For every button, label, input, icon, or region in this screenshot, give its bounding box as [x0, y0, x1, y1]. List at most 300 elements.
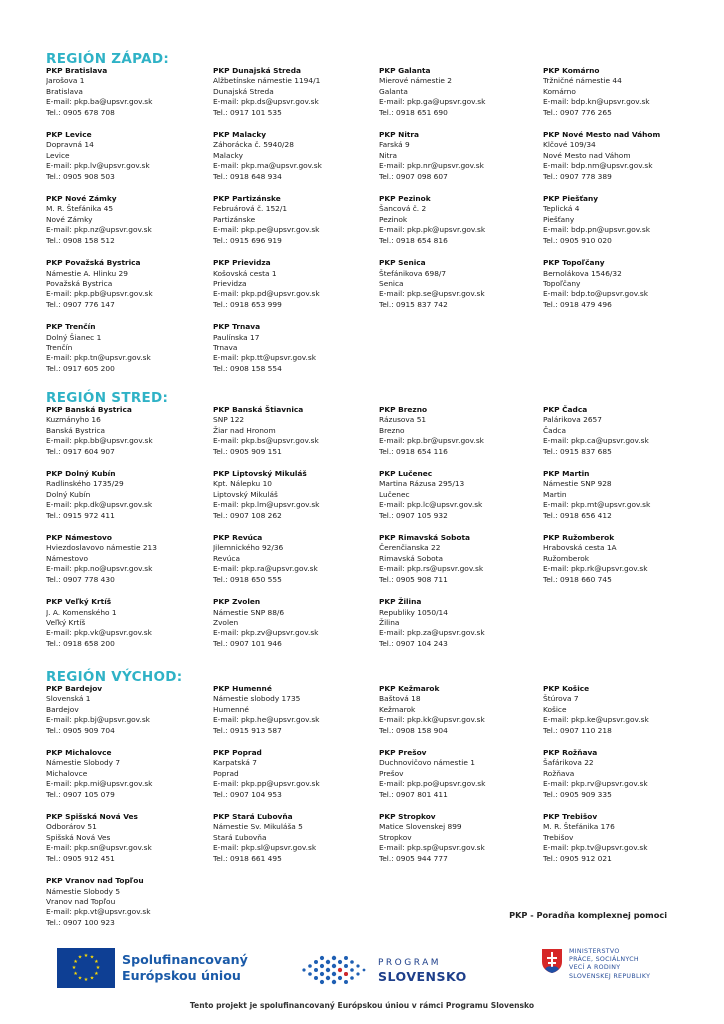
- office-phone: Tel.: 0907 108 262: [213, 510, 282, 520]
- office-email[interactable]: E-mail: pkp.nz@upsvr.gov.sk: [46, 225, 152, 235]
- office-street: Hviezdoslavovo námestie 213: [46, 543, 157, 553]
- office-phone: Tel.: 0905 912 021: [543, 853, 612, 863]
- ministry-text: [569, 948, 650, 981]
- office-city: Piešťany: [543, 214, 575, 224]
- office-email[interactable]: E-mail: pkp.br@upsvr.gov.sk: [379, 436, 484, 446]
- office-entry: [46, 322, 213, 374]
- office-name: PKP Stropkov: [379, 812, 436, 822]
- office-entry: [213, 130, 379, 182]
- eu-line-1: Spolufinancovaný: [122, 952, 248, 967]
- office-name: PKP Pezinok: [379, 194, 431, 204]
- eu-text: [122, 952, 248, 984]
- office-street: Matice Slovenskej 899: [379, 822, 462, 832]
- office-city: Košice: [543, 704, 567, 714]
- office-email[interactable]: E-mail: bdp.kn@upsvr.gov.sk: [543, 97, 650, 107]
- office-city: Malacky: [213, 150, 243, 160]
- svg-text:★: ★: [77, 954, 83, 961]
- office-city: Veľký Krtíš: [46, 617, 86, 627]
- office-name: PKP Topoľčany: [543, 258, 605, 268]
- office-city: Galanta: [379, 86, 408, 96]
- office-street: Štefánikova 698/7: [379, 268, 447, 278]
- logo-strip: [0, 944, 724, 994]
- office-phone: Tel.: 0918 654 116: [379, 446, 448, 456]
- office-email[interactable]: E-mail: pkp.dk@upsvr.gov.sk: [46, 500, 153, 510]
- office-phone: Tel.: 0907 104 953: [213, 789, 282, 799]
- office-entry: [213, 533, 379, 585]
- office-entry: [543, 533, 686, 585]
- office-name: PKP Senica: [379, 258, 426, 268]
- office-entry: [543, 684, 686, 736]
- office-entry: [46, 684, 213, 736]
- svg-text:★: ★: [94, 971, 99, 977]
- office-city: Trenčín: [46, 342, 73, 352]
- office-name: PKP Piešťany: [543, 194, 599, 204]
- office-street: Rázusova 51: [379, 415, 427, 425]
- office-name: PKP Považská Bystrica: [46, 258, 141, 268]
- office-entry: [46, 876, 213, 928]
- office-email[interactable]: E-mail: bdp.nm@upsvr.gov.sk: [543, 161, 653, 171]
- office-name: PKP Košice: [543, 684, 590, 693]
- office-phone: Tel.: 0905 944 777: [379, 853, 448, 863]
- office-name: PKP Kežmarok: [379, 684, 440, 693]
- region-stred: [46, 391, 686, 649]
- svg-text:★: ★: [77, 975, 83, 982]
- office-phone: Tel.: 0907 776 265: [543, 107, 612, 117]
- office-street: M. R. Štefánika 45: [46, 204, 114, 214]
- office-phone: Tel.: 0918 658 200: [46, 638, 115, 648]
- office-street: Palárikova 2657: [543, 415, 602, 425]
- office-entry: [46, 812, 213, 864]
- office-name: PKP Trebišov: [543, 812, 598, 822]
- office-entry: [543, 258, 686, 310]
- office-phone: Tel.: 0905 912 451: [46, 853, 115, 863]
- office-street: Námestie slobody 1735: [213, 694, 301, 704]
- office-name: PKP Stará Ľubovňa: [213, 812, 293, 822]
- ministry-line-1: MINISTERSTVO: [569, 948, 620, 955]
- office-city: Lučenec: [379, 489, 410, 499]
- office-email[interactable]: E-mail: pkp.vt@upsvr.gov.sk: [46, 907, 151, 917]
- office-email[interactable]: E-mail: pkp.tn@upsvr.gov.sk: [46, 353, 151, 363]
- office-street: Jilemnického 92/36: [213, 543, 284, 553]
- office-city: Humenné: [213, 704, 249, 714]
- office-entry: [379, 748, 543, 800]
- office-city: Dolný Kubín: [46, 489, 91, 499]
- office-street: Námestie Slobody 5: [46, 886, 121, 896]
- office-city: Zvolen: [213, 617, 239, 627]
- ministry-line-4: SLOVENSKEJ REPUBLIKY: [569, 972, 651, 980]
- office-street: Košovská cesta 1: [213, 268, 277, 278]
- svg-text:★: ★: [83, 953, 89, 959]
- office-phone: Tel.: 0907 104 243: [379, 638, 448, 648]
- office-email[interactable]: E-mail: pkp.se@upsvr.gov.sk: [379, 289, 485, 299]
- office-entry: [213, 812, 379, 864]
- office-name: PKP Spišská Nová Ves: [46, 812, 138, 822]
- office-email[interactable]: E-mail: pkp.tv@upsvr.gov.sk: [543, 843, 648, 853]
- office-street: Bernolákova 1546/32: [543, 268, 622, 278]
- office-name: PKP Komárno: [543, 66, 600, 75]
- office-entry: [379, 597, 543, 649]
- office-email[interactable]: E-mail: pkp.kk@upsvr.gov.sk: [379, 715, 485, 725]
- office-phone: Tel.: 0918 656 412: [543, 510, 612, 520]
- office-entry: [379, 684, 543, 736]
- office-email[interactable]: E-mail: pkp.bb@upsvr.gov.sk: [46, 436, 153, 446]
- office-email[interactable]: E-mail: pkp.pp@upsvr.gov.sk: [213, 779, 320, 789]
- office-city: Stará Ľubovňa: [213, 832, 267, 842]
- office-phone: Tel.: 0918 650 555: [213, 574, 282, 584]
- office-street: Námestie SNP 928: [543, 479, 612, 489]
- office-entry: [379, 469, 543, 521]
- program-text: [378, 956, 467, 984]
- svg-text:★: ★: [89, 975, 95, 982]
- office-phone: Tel.: 0918 661 495: [213, 853, 282, 863]
- office-phone: Tel.: 0905 908 503: [46, 171, 115, 181]
- region-title: REGIÓN STRED:: [46, 390, 169, 406]
- office-street: Teplická 4: [543, 204, 580, 214]
- office-email[interactable]: E-mail: pkp.nr@upsvr.gov.sk: [379, 161, 484, 171]
- office-phone: Tel.: 0907 100 923: [46, 917, 115, 927]
- office-phone: Tel.: 0907 098 607: [379, 171, 448, 181]
- office-name: PKP Nové Zámky: [46, 194, 117, 204]
- office-email[interactable]: E-mail: pkp.vk@upsvr.gov.sk: [46, 628, 152, 638]
- eu-line-2: Európskou úniou: [122, 968, 241, 983]
- ministry-line-2: PRÁCE, SOCIÁLNYCH: [569, 956, 639, 964]
- office-name: PKP Liptovský Mikuláš: [213, 469, 307, 479]
- office-entry: [213, 258, 379, 310]
- office-entry: [379, 194, 543, 246]
- office-city: Námestovo: [46, 553, 88, 563]
- office-phone: Tel.: 0907 105 932: [379, 510, 448, 520]
- office-name: PKP Martin: [543, 469, 590, 479]
- office-phone: Tel.: 0915 972 411: [46, 510, 115, 520]
- office-email[interactable]: E-mail: pkp.ca@upsvr.gov.sk: [543, 436, 649, 446]
- office-entry: [46, 748, 213, 800]
- office-name: PKP Rožňava: [543, 748, 598, 758]
- office-city: Bratislava: [46, 86, 83, 96]
- office-email[interactable]: E-mail: pkp.lm@upsvr.gov.sk: [213, 500, 320, 510]
- office-street: Dolný Šianec 1: [46, 332, 102, 342]
- office-phone: Tel.: 0918 648 934: [213, 171, 282, 181]
- office-email[interactable]: E-mail: pkp.rs@upsvr.gov.sk: [379, 564, 484, 574]
- office-street: Radlinského 1735/29: [46, 479, 124, 489]
- office-entry: [543, 812, 686, 864]
- office-entry: [543, 469, 686, 521]
- office-city: Nové Zámky: [46, 214, 93, 224]
- office-city: Ružomberok: [543, 553, 590, 563]
- office-city: Bardejov: [46, 704, 79, 714]
- office-email[interactable]: E-mail: pkp.mi@upsvr.gov.sk: [46, 779, 153, 789]
- office-phone: Tel.: 0907 101 946: [213, 638, 282, 648]
- office-email[interactable]: E-mail: pkp.ds@upsvr.gov.sk: [213, 97, 319, 107]
- office-street: Duchnovičovo námestie 1: [379, 758, 475, 768]
- office-email[interactable]: E-mail: pkp.pk@upsvr.gov.sk: [379, 225, 486, 235]
- office-name: PKP Námestovo: [46, 533, 112, 543]
- office-phone: Tel.: 0915 696 919: [213, 235, 282, 245]
- office-street: Karpatská 7: [213, 758, 257, 768]
- office-entry: [46, 405, 213, 457]
- office-name: PKP Veľký Krtíš: [46, 597, 112, 607]
- office-entry: [46, 194, 213, 246]
- office-street: J. A. Komenského 1: [46, 607, 117, 617]
- office-street: Dopravná 14: [46, 140, 94, 150]
- ministry-line-3: VECÍ A RODINY: [569, 964, 621, 972]
- office-name: PKP Vranov nad Topľou: [46, 876, 144, 886]
- office-phone: Tel.: 0918 651 690: [379, 107, 448, 117]
- office-street: Záhorácka č. 5940/28: [213, 140, 294, 150]
- office-name: PKP Revúca: [213, 533, 263, 543]
- office-entry: [213, 322, 379, 374]
- office-email[interactable]: E-mail: pkp.sn@upsvr.gov.sk: [46, 843, 152, 853]
- office-email[interactable]: E-mail: pkp.ke@upsvr.gov.sk: [543, 715, 649, 725]
- office-name: PKP Galanta: [379, 66, 431, 75]
- office-email[interactable]: E-mail: pkp.no@upsvr.gov.sk: [46, 564, 153, 574]
- office-city: Trnava: [213, 342, 238, 352]
- office-phone: Tel.: 0918 660 745: [543, 574, 612, 584]
- office-entry: [213, 405, 379, 457]
- office-email[interactable]: E-mail: pkp.tt@upsvr.gov.sk: [213, 353, 317, 363]
- office-name: PKP Trenčín: [46, 322, 96, 332]
- office-phone: Tel.: 0905 908 711: [379, 574, 448, 584]
- office-city: Žilina: [379, 617, 400, 627]
- office-city: Banská Bystrica: [46, 425, 106, 435]
- office-name: PKP Banská Bystrica: [46, 405, 132, 414]
- office-name: PKP Prievidza: [213, 258, 271, 268]
- office-entry: [213, 684, 379, 736]
- office-grid: [46, 684, 686, 928]
- office-entry: [46, 130, 213, 182]
- office-email[interactable]: E-mail: pkp.pd@upsvr.gov.sk: [213, 289, 320, 299]
- office-entry: [213, 469, 379, 521]
- office-name: PKP Nitra: [379, 130, 420, 140]
- office-street: Mierové námestie 2: [379, 76, 453, 86]
- office-street: Štúrova 7: [543, 694, 579, 704]
- office-phone: Tel.: 0907 801 411: [379, 789, 448, 799]
- office-phone: Tel.: 0907 110 218: [543, 725, 612, 735]
- svg-text:★: ★: [71, 965, 77, 971]
- office-name: PKP Malacky: [213, 130, 267, 140]
- office-city: Senica: [379, 278, 404, 288]
- office-city: Kežmarok: [379, 704, 416, 714]
- region-zapad: [46, 52, 686, 374]
- office-street: Šafárikova 22: [543, 758, 594, 768]
- office-name: PKP Rimavská Sobota: [379, 533, 471, 543]
- office-city: Považská Bystrica: [46, 278, 113, 288]
- office-entry: [46, 533, 213, 585]
- office-street: Tržničné námestie 44: [543, 76, 622, 86]
- office-name: PKP Dunajská Streda: [213, 66, 301, 75]
- office-city: Dunajská Streda: [213, 86, 274, 96]
- office-entry: [213, 194, 379, 246]
- office-street: Námestie SNP 88/6: [213, 607, 285, 617]
- office-phone: Tel.: 0915 913 587: [213, 725, 282, 735]
- office-entry: [213, 748, 379, 800]
- office-city: Prievidza: [213, 278, 247, 288]
- eu-flag-icon: [57, 948, 115, 988]
- office-name: PKP Ružomberok: [543, 533, 615, 543]
- office-phone: Tel.: 0907 778 389: [543, 171, 612, 181]
- office-phone: Tel.: 0918 479 496: [543, 299, 612, 309]
- office-street: Februárová č. 152/1: [213, 204, 288, 214]
- office-street: Republiky 1050/14: [379, 607, 448, 617]
- office-name: PKP Lučenec: [379, 469, 433, 479]
- office-city: Nitra: [379, 150, 398, 160]
- slovak-coat-of-arms-icon: [541, 948, 563, 974]
- office-street: Kuzmányho 16: [46, 415, 101, 425]
- office-city: Partizánske: [213, 214, 256, 224]
- office-street: Kpt. Nálepku 10: [213, 479, 272, 489]
- office-street: Čerenčianska 22: [379, 543, 441, 553]
- office-email[interactable]: E-mail: pkp.za@upsvr.gov.sk: [379, 628, 485, 638]
- svg-text:★: ★: [94, 959, 99, 965]
- office-email[interactable]: E-mail: pkp.ra@upsvr.gov.sk: [213, 564, 318, 574]
- office-email[interactable]: E-mail: pkp.ga@upsvr.gov.sk: [379, 97, 486, 107]
- office-entry: [46, 258, 213, 310]
- office-phone: Tel.: 0915 837 685: [543, 446, 612, 456]
- office-email[interactable]: E-mail: bdp.pn@upsvr.gov.sk: [543, 225, 651, 235]
- office-street: Farská 9: [379, 140, 410, 150]
- office-name: PKP Žilina: [379, 597, 422, 607]
- office-name: PKP Bratislava: [46, 66, 108, 75]
- office-street: Hrabovská cesta 1A: [543, 543, 617, 553]
- office-city: Rožňava: [543, 768, 575, 778]
- office-city: Nové Mesto nad Váhom: [543, 150, 631, 160]
- office-street: Klčové 109/34: [543, 140, 596, 150]
- office-email[interactable]: E-mail: bdp.to@upsvr.gov.sk: [543, 289, 649, 299]
- office-email[interactable]: E-mail: pkp.lv@upsvr.gov.sk: [46, 161, 150, 171]
- office-name: PKP Humenné: [213, 684, 272, 693]
- office-phone: Tel.: 0905 910 020: [543, 235, 612, 245]
- office-city: Žiar nad Hronom: [213, 425, 276, 435]
- eu-cofunding-logo: [57, 948, 248, 988]
- svg-text:★: ★: [73, 971, 78, 977]
- office-name: PKP Michalovce: [46, 748, 112, 758]
- office-grid: [46, 405, 686, 649]
- office-entry: [46, 469, 213, 521]
- office-email[interactable]: E-mail: pkp.he@upsvr.gov.sk: [213, 715, 320, 725]
- office-email[interactable]: E-mail: pkp.pe@upsvr.gov.sk: [213, 225, 320, 235]
- office-phone: Tel.: 0908 158 904: [379, 725, 448, 735]
- office-entry: [46, 66, 213, 118]
- office-email[interactable]: E-mail: pkp.bs@upsvr.gov.sk: [213, 436, 319, 446]
- cofunding-disclaimer: Tento projekt je spolufinancovaný Európskou úniou v rámci Programu Slovensko: [189, 1001, 535, 1010]
- office-entry: [379, 405, 543, 457]
- office-grid: [46, 66, 686, 374]
- office-email[interactable]: E-mail: pkp.ma@upsvr.gov.sk: [213, 161, 322, 171]
- program-line-1: PROGRAM: [378, 958, 442, 968]
- office-city: Levice: [46, 150, 70, 160]
- office-name: PKP Banská Štiavnica: [213, 405, 304, 414]
- office-phone: Tel.: 0907 105 079: [46, 789, 115, 799]
- office-name: PKP Čadca: [543, 405, 588, 414]
- office-phone: Tel.: 0917 604 907: [46, 446, 115, 456]
- office-email[interactable]: E-mail: pkp.mt@upsvr.gov.sk: [543, 500, 651, 510]
- office-city: Liptovský Mikuláš: [213, 489, 278, 499]
- office-name: PKP Zvolen: [213, 597, 261, 607]
- office-email[interactable]: E-mail: pkp.po@upsvr.gov.sk: [379, 779, 486, 789]
- office-city: Čadca: [543, 425, 566, 435]
- office-street: Alžbetínske námestie 1194/1: [213, 76, 321, 86]
- office-city: Poprad: [213, 768, 239, 778]
- office-entry: [543, 748, 686, 800]
- office-phone: Tel.: 0905 678 708: [46, 107, 115, 117]
- office-email[interactable]: E-mail: pkp.pb@upsvr.gov.sk: [46, 289, 153, 299]
- office-phone: Tel.: 0908 158 554: [213, 363, 282, 373]
- office-phone: Tel.: 0917 605 200: [46, 363, 115, 373]
- office-city: Komárno: [543, 86, 576, 96]
- office-entry: [379, 130, 543, 182]
- office-phone: Tel.: 0917 101 535: [213, 107, 282, 117]
- office-street: Slovenská 1: [46, 694, 91, 704]
- office-city: Stropkov: [379, 832, 412, 842]
- office-entry: [543, 194, 686, 246]
- office-email[interactable]: E-mail: pkp.lc@upsvr.gov.sk: [379, 500, 483, 510]
- office-email[interactable]: E-mail: pkp.bj@upsvr.gov.sk: [46, 715, 150, 725]
- office-street: Martina Rázusa 295/13: [379, 479, 465, 489]
- office-entry: [543, 130, 686, 182]
- office-phone: Tel.: 0918 654 816: [379, 235, 448, 245]
- ministry-logo: [541, 948, 650, 981]
- office-email[interactable]: E-mail: pkp.sp@upsvr.gov.sk: [379, 843, 485, 853]
- office-street: Námestie Sv. Mikuláša 5: [213, 822, 303, 832]
- office-city: Rimavská Sobota: [379, 553, 444, 563]
- svg-text:★: ★: [89, 954, 95, 961]
- program-line-2: SLOVENSKO: [378, 969, 467, 984]
- office-street: Baštová 18: [379, 694, 421, 704]
- office-street: M. R. Štefánika 176: [543, 822, 615, 832]
- office-city: Michalovce: [46, 768, 88, 778]
- svg-text:★: ★: [95, 965, 101, 971]
- office-street: Odborárov 51: [46, 822, 97, 832]
- svg-text:★: ★: [83, 977, 89, 983]
- office-phone: Tel.: 0907 776 147: [46, 299, 115, 309]
- office-entry: [543, 66, 686, 118]
- region-title: REGIÓN ZÁPAD:: [46, 51, 170, 67]
- office-entry: [213, 597, 379, 649]
- office-street: Jarošova 1: [46, 76, 85, 86]
- region-title: REGIÓN VÝCHOD:: [46, 669, 183, 685]
- office-name: PKP Bardejov: [46, 684, 103, 693]
- office-name: PKP Nové Mesto nad Váhom: [543, 130, 661, 140]
- dots-logo-icon: [298, 950, 372, 990]
- office-email[interactable]: E-mail: pkp.rk@upsvr.gov.sk: [543, 564, 648, 574]
- office-phone: Tel.: 0905 909 151: [213, 446, 282, 456]
- office-entry: [46, 597, 213, 649]
- program-slovensko-logo: [298, 950, 467, 990]
- office-street: Námestie A. Hlinku 29: [46, 268, 128, 278]
- office-email[interactable]: E-mail: pkp.zv@upsvr.gov.sk: [213, 628, 319, 638]
- office-email[interactable]: E-mail: pkp.rv@upsvr.gov.sk: [543, 779, 648, 789]
- office-phone: Tel.: 0905 909 704: [46, 725, 115, 735]
- office-name: PKP Poprad: [213, 748, 262, 758]
- office-street: Paulínska 17: [213, 332, 260, 342]
- office-name: PKP Partizánske: [213, 194, 281, 204]
- office-name: PKP Prešov: [379, 748, 427, 758]
- region-vychod: [46, 670, 686, 928]
- office-entry: [379, 812, 543, 864]
- office-phone: Tel.: 0907 778 430: [46, 574, 115, 584]
- office-name: PKP Trnava: [213, 322, 261, 332]
- office-name: PKP Dolný Kubín: [46, 469, 116, 479]
- office-city: Pezinok: [379, 214, 408, 224]
- office-email[interactable]: E-mail: pkp.sl@upsvr.gov.sk: [213, 843, 317, 853]
- office-entry: [379, 258, 543, 310]
- office-phone: Tel.: 0918 653 999: [213, 299, 282, 309]
- svg-text:★: ★: [73, 959, 78, 965]
- office-entry: [213, 66, 379, 118]
- office-city: Prešov: [379, 768, 404, 778]
- office-phone: Tel.: 0905 909 335: [543, 789, 612, 799]
- office-email[interactable]: E-mail: pkp.ba@upsvr.gov.sk: [46, 97, 153, 107]
- office-city: Revúca: [213, 553, 240, 563]
